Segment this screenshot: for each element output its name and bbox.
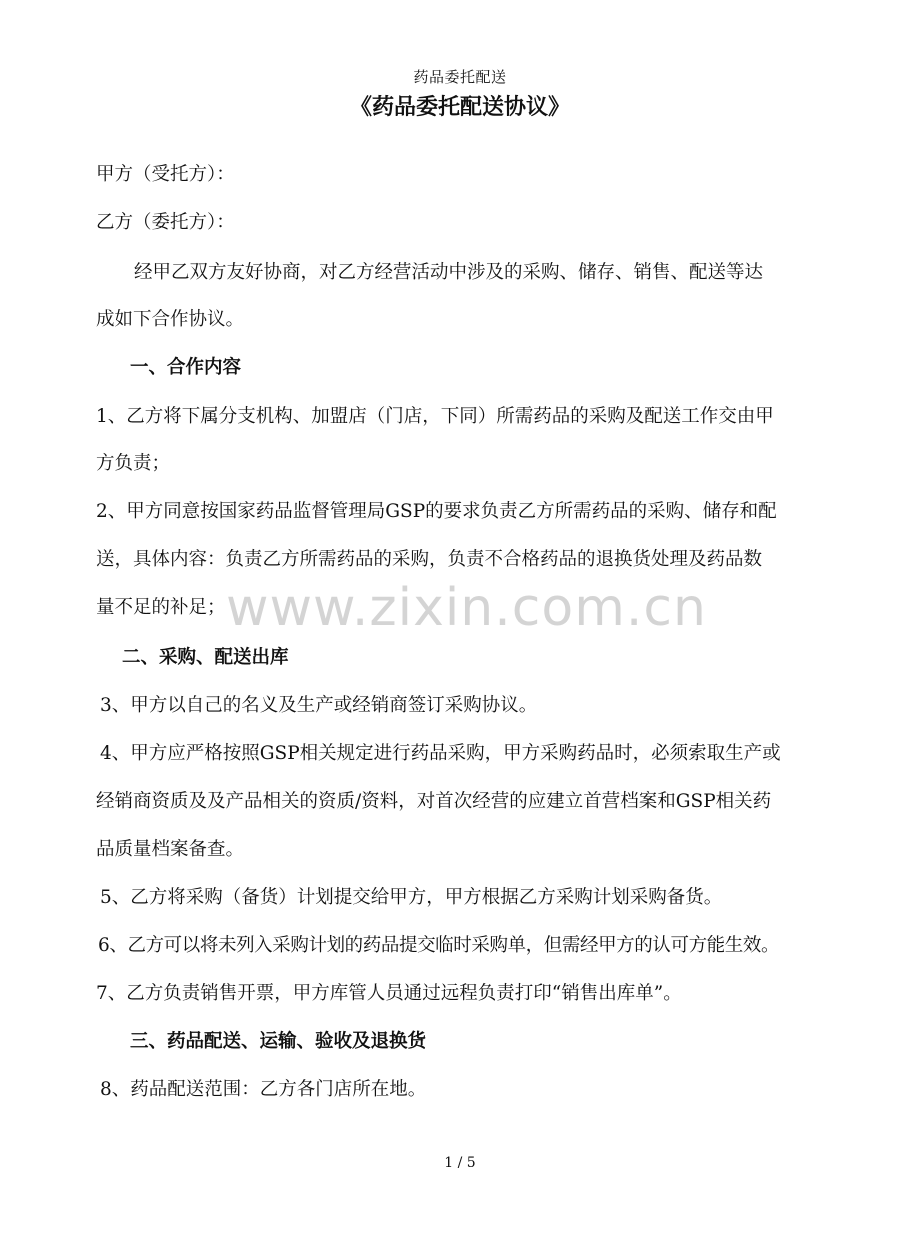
section-1-line-5: 量不足的补足； [96, 597, 226, 618]
section-1-heading: 一、合作内容 [130, 357, 242, 378]
section-1-line-1: 1、乙方将下属分支机构、加盟店（门店，下同）所需药品的采购及配送工作交由甲 [96, 406, 774, 427]
section-1-line-4: 送，具体内容：负责乙方所需药品的采购，负责不合格药品的退换货处理及药品数 [96, 549, 763, 570]
page-number: 1 / 5 [444, 1155, 476, 1171]
section-3-line-1: 8、药品配送范围：乙方各门店所在地。 [100, 1079, 427, 1100]
running-header: 药品委托配送 [413, 68, 507, 86]
intro-line-2: 成如下合作协议。 [96, 309, 245, 330]
section-2-line-1: 3、甲方以自己的名义及生产或经销商签订采购协议。 [100, 695, 538, 716]
party-a-line: 甲方（受托方）： [96, 164, 235, 185]
document-title: 《药品委托配送协议》 [349, 95, 570, 120]
section-1-line-3: 2、甲方同意按国家药品监督管理局GSP的要求负责乙方所需药品的采购、储存和配 [96, 501, 777, 522]
intro-line-1: 经甲乙双方友好协商，对乙方经营活动中涉及的采购、储存、销售、配送等达 [134, 262, 764, 283]
section-2-line-4: 品质量档案备查。 [96, 839, 245, 860]
section-2-line-7: 7、乙方负责销售开票，甲方库管人员通过远程负责打印“销售出库单”。 [96, 983, 682, 1004]
section-2-line-6: 6、乙方可以将未列入采购计划的药品提交临时采购单，但需经甲方的认可方能生效。 [98, 935, 780, 956]
party-b-line: 乙方（委托方）： [96, 212, 235, 233]
section-2-line-2: 4、甲方应严格按照GSP相关规定进行药品采购，甲方采购药品时，必须索取生产或 [100, 743, 781, 764]
section-2-heading: 二、采购、配送出库 [122, 647, 289, 668]
watermark: www.zixin.com.cn [226, 578, 707, 638]
section-2-line-5: 5、乙方将采购（备货）计划提交给甲方，甲方根据乙方采购计划采购备货。 [100, 887, 723, 908]
section-2-line-3: 经销商资质及及产品相关的资质/资料，对首次经营的应建立首营档案和GSP相关药 [96, 791, 772, 812]
section-3-heading: 三、药品配送、运输、验收及退换货 [130, 1031, 427, 1052]
section-1-line-2: 方负责； [96, 453, 171, 474]
